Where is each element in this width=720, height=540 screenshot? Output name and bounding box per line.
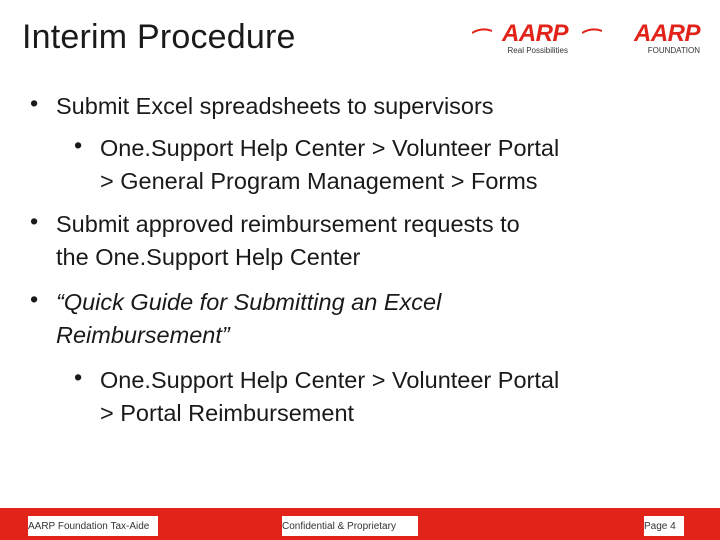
footer-bar [0, 508, 720, 540]
bullet-line: Submit approved reimbursement requests to [56, 211, 520, 237]
bullet-line: One.Support Help Center > Volunteer Portal [100, 135, 560, 161]
bullet-dot-icon: • [74, 132, 83, 158]
bullet-line: the One.Support Help Center [56, 244, 361, 270]
footer-center-box [282, 516, 418, 536]
bullet-dot-icon: • [30, 208, 39, 234]
aarp-foundation-logo-word: AARP [633, 20, 700, 47]
bullet-line: Reimbursement” [56, 322, 230, 348]
footer-left-box [28, 516, 158, 536]
bullet-line: Submit Excel spreadsheets to supervisors [56, 93, 494, 119]
aarp-logo-tagline: Real Possibilities [507, 46, 568, 55]
page-number: Page 4 [644, 521, 676, 532]
aarp-foundation-logo-tagline: FOUNDATION [647, 46, 700, 55]
bullet-dot-icon: • [30, 90, 39, 116]
slide-title: Interim Procedure [22, 18, 296, 56]
bullet-line: “Quick Guide for Submitting an Excel [56, 289, 442, 315]
bullet-line: > General Program Management > Forms [100, 168, 538, 194]
aarp-logo [480, 22, 568, 55]
bullet-dot-icon: • [30, 286, 39, 312]
swoosh-icon [582, 28, 602, 34]
aarp-foundation-logo [590, 22, 700, 55]
aarp-logo-word: AARP [501, 20, 568, 47]
bullet-line: > Portal Reimbursement [100, 400, 355, 426]
bullet-line: One.Support Help Center > Volunteer Portal [100, 367, 560, 393]
footer-right-box [644, 516, 684, 536]
swoosh-icon [472, 28, 492, 34]
footer-left-text: AARP Foundation Tax-Aide [28, 521, 150, 532]
bullet-dot-icon: • [74, 364, 83, 390]
footer-center-text: Confidential & Proprietary [282, 521, 396, 532]
